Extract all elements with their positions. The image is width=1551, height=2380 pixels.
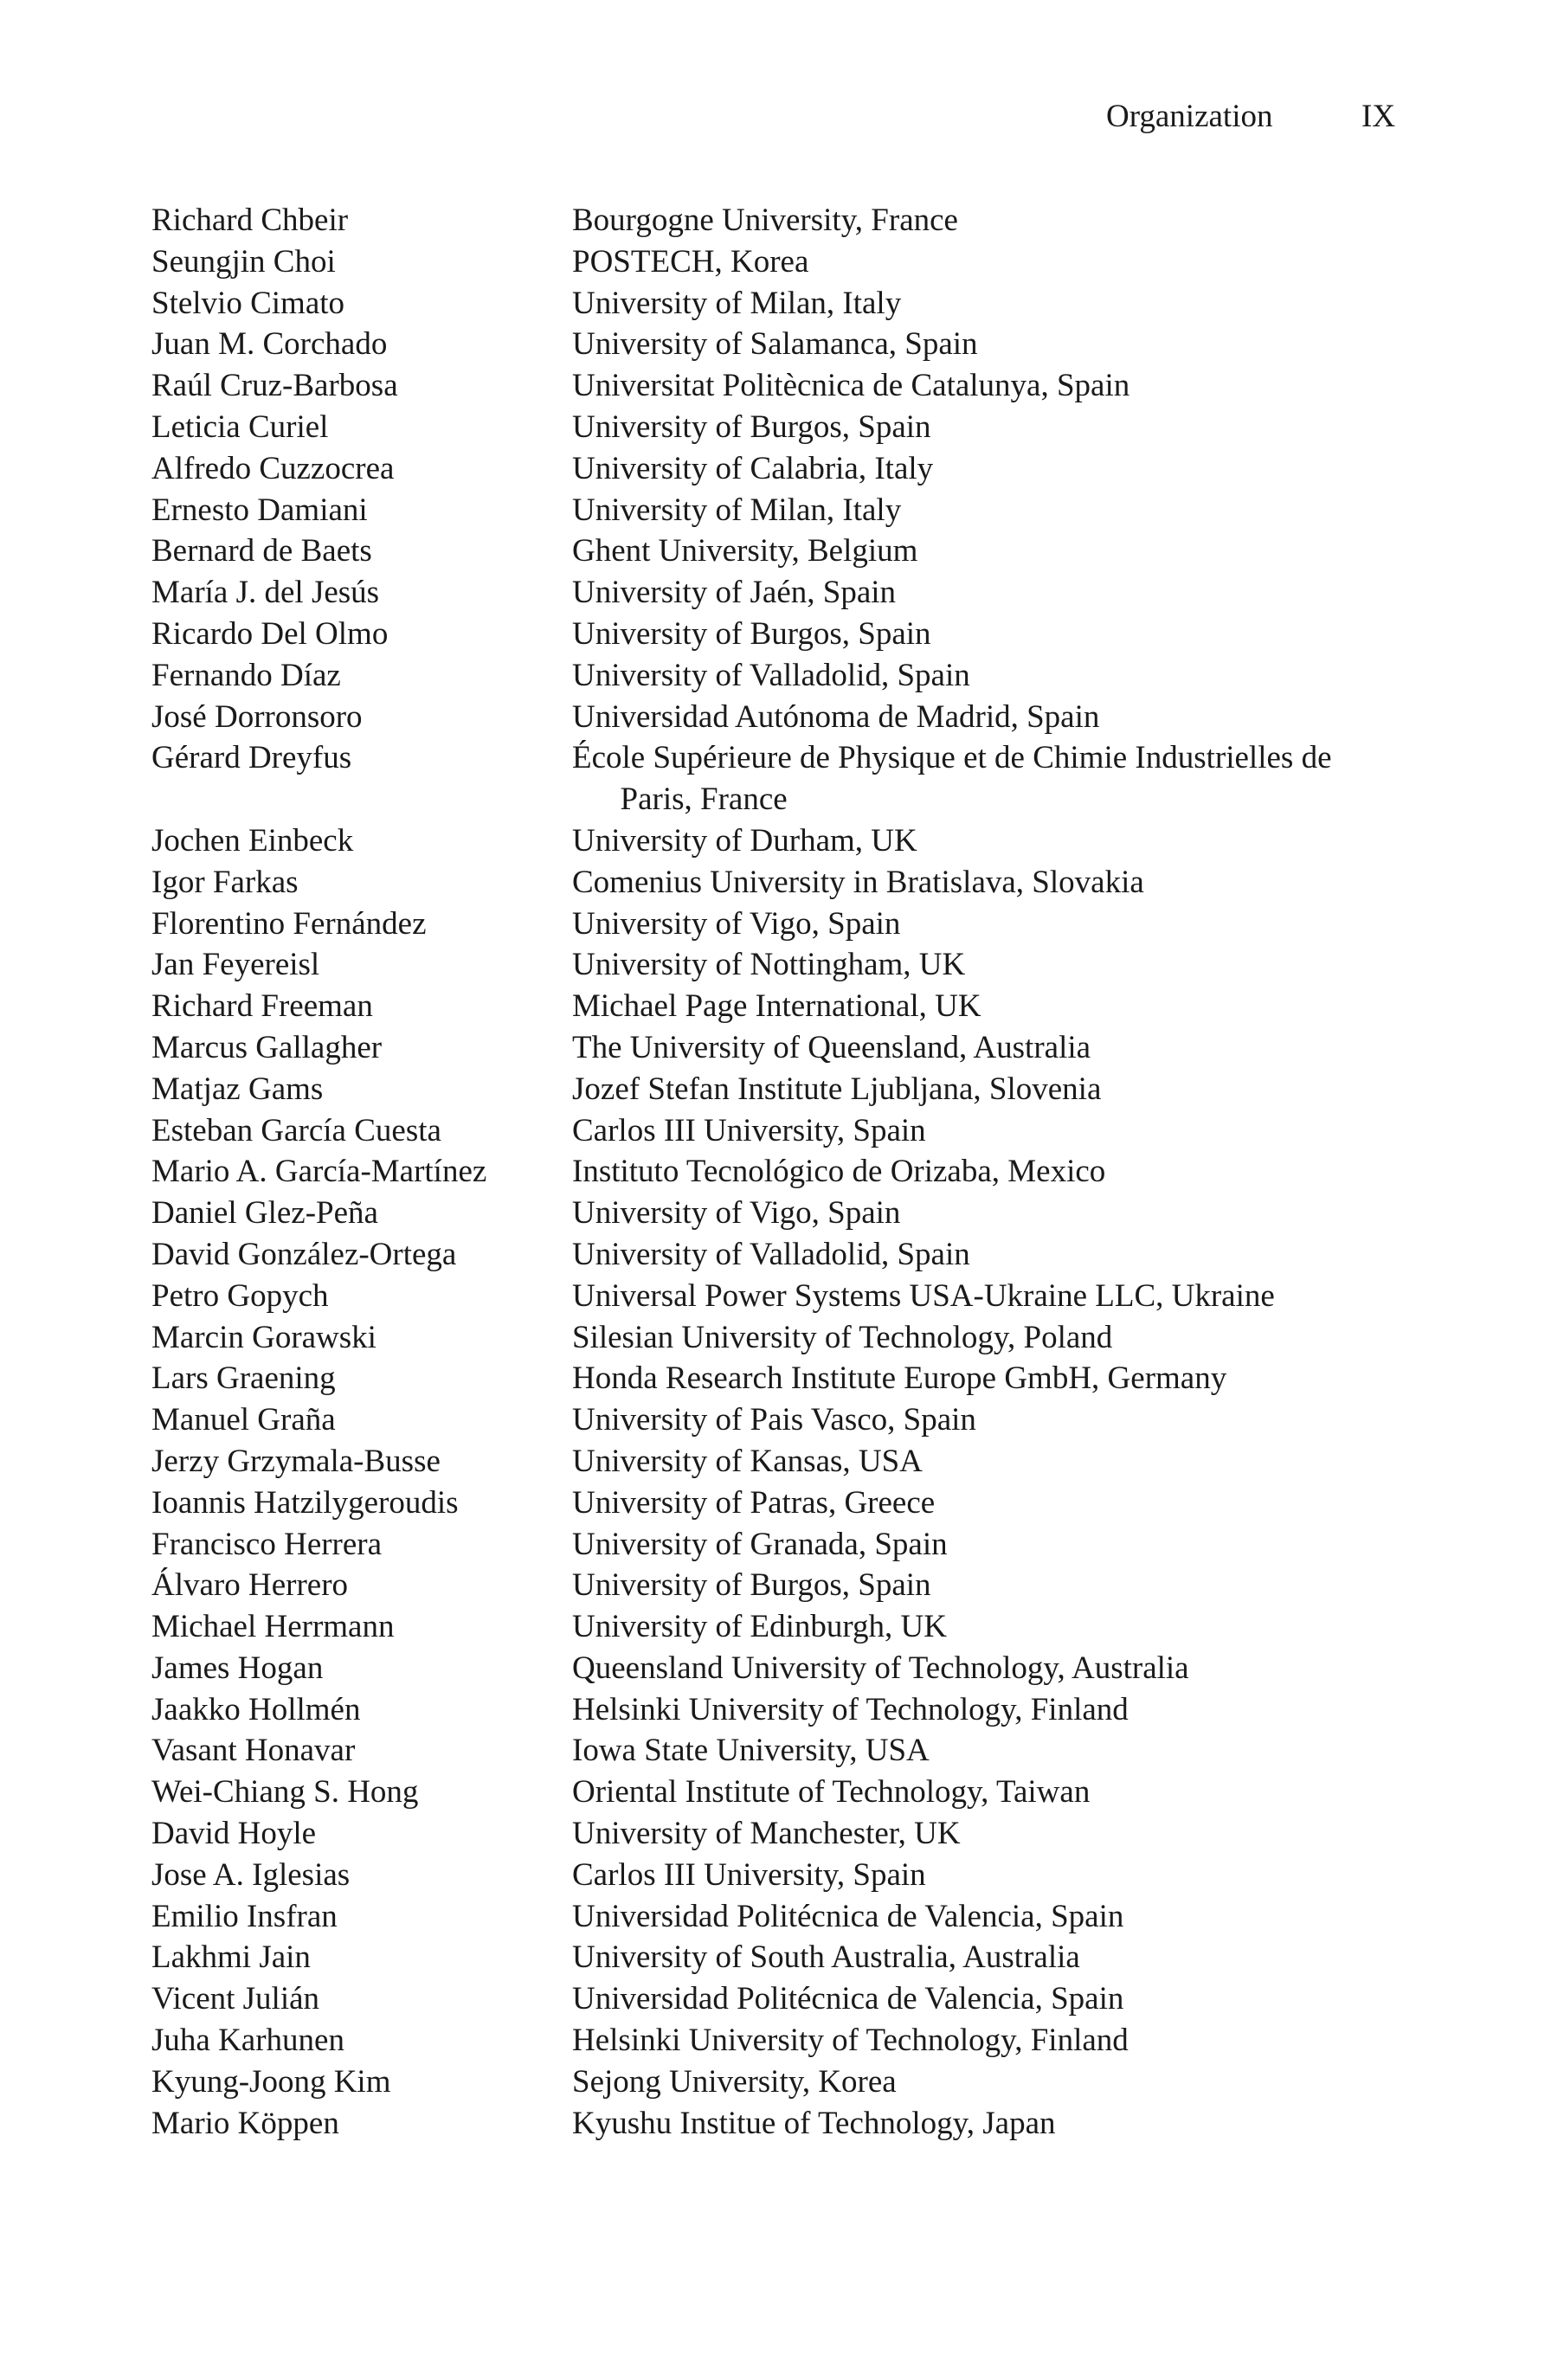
member-row	[151, 1193, 1406, 1234]
committee-member-list	[151, 200, 1406, 2144]
member-name: Alfredo Cuzzocrea	[151, 450, 395, 486]
member-name: Ioannis Hatzilygeroudis	[151, 1484, 459, 1521]
member-name: Jaakko Hollmén	[151, 1691, 361, 1727]
member-row	[151, 986, 1406, 1027]
member-row	[151, 1358, 1406, 1399]
member-row	[151, 697, 1406, 738]
running-head	[0, 95, 1551, 138]
member-row	[151, 1151, 1406, 1193]
member-affiliation: University of Vigo, Spain	[572, 905, 901, 942]
member-row	[151, 1110, 1406, 1152]
member-row	[151, 448, 1406, 490]
member-name: Richard Chbeir	[151, 203, 349, 238]
member-name: Lars Graening	[151, 1360, 336, 1397]
member-name: Daniel Glez-Peña	[151, 1195, 378, 1232]
member-row	[151, 862, 1406, 904]
member-row	[151, 944, 1406, 986]
member-name: Florentino Fernández	[151, 905, 427, 942]
member-name: Juan M. Corchado	[151, 326, 388, 363]
member-name: David Hoyle	[151, 1816, 317, 1852]
member-affiliation: École Supérieure de Physique et de Chimie Industrielles de Paris, France	[572, 740, 1332, 818]
member-name: Emilio Insfran	[151, 1898, 338, 1934]
member-affiliation: University of Kansas, USA	[572, 1443, 923, 1479]
member-row	[151, 1524, 1406, 1566]
member-affiliation: Universidad Politécnica de Valencia, Spain	[572, 1981, 1124, 2017]
member-row	[151, 1399, 1406, 1441]
member-affiliation: Bourgogne University, France	[572, 203, 958, 238]
member-affiliation: Helsinki University of Technology, Finland	[572, 1691, 1129, 1727]
member-affiliation: University of Patras, Greece	[572, 1484, 936, 1521]
member-name: Stelvio Cimato	[151, 285, 345, 321]
member-name: David González-Ortega	[151, 1236, 457, 1272]
member-row	[151, 1234, 1406, 1276]
member-name: Marcus Gallagher	[151, 1029, 383, 1065]
member-row	[151, 1441, 1406, 1483]
member-name: Jochen Einbeck	[151, 822, 354, 859]
member-row	[151, 737, 1406, 820]
member-row	[151, 1689, 1406, 1731]
member-row	[151, 1069, 1406, 1110]
member-name: Juha Karhunen	[151, 2023, 344, 2059]
member-row	[151, 1276, 1406, 1317]
member-affiliation: University of Granada, Spain	[572, 1526, 948, 1562]
member-row	[151, 1317, 1406, 1359]
member-name: Ernesto Damiani	[151, 492, 368, 528]
member-name: Mario A. García-Martínez	[151, 1154, 487, 1190]
member-row	[151, 2103, 1406, 2145]
member-affiliation: University of Valladolid, Spain	[572, 657, 970, 693]
member-name: Gérard Dreyfus	[151, 740, 352, 776]
member-affiliation: Universidad Politécnica de Valencia, Spain	[572, 1898, 1124, 1934]
member-affiliation: POSTECH, Korea	[572, 243, 809, 280]
member-row	[151, 1648, 1406, 1689]
member-row	[151, 531, 1406, 572]
member-name: Lakhmi Jain	[151, 1939, 311, 1976]
member-affiliation: University of Edinburgh, UK	[572, 1609, 947, 1645]
member-affiliation: Honda Research Institute Europe GmbH, Germany	[572, 1360, 1227, 1397]
member-affiliation: Silesian University of Technology, Poland	[572, 1319, 1113, 1355]
member-row	[151, 1772, 1406, 1813]
member-affiliation: The University of Queensland, Australia	[572, 1029, 1091, 1065]
member-name: Esteban García Cuesta	[151, 1112, 441, 1148]
member-affiliation: Jozef Stefan Institute Ljubljana, Slovenia	[572, 1071, 1102, 1107]
member-affiliation: University of Valladolid, Spain	[572, 1236, 970, 1272]
member-name: Mario Köppen	[151, 2105, 339, 2141]
member-row	[151, 1730, 1406, 1772]
member-affiliation: Comenius University in Bratislava, Slovakia	[572, 864, 1144, 900]
member-row	[151, 200, 1406, 241]
member-affiliation: Universitat Politècnica de Catalunya, Spain	[572, 368, 1130, 404]
member-name: Jerzy Grzymala-Busse	[151, 1443, 441, 1479]
member-name: Fernando Díaz	[151, 657, 341, 693]
member-affiliation: University of Vigo, Spain	[572, 1195, 901, 1232]
member-affiliation: University of Calabria, Italy	[572, 450, 934, 486]
member-name: José Dorronsoro	[151, 698, 363, 735]
member-row	[151, 1896, 1406, 1938]
member-row	[151, 241, 1406, 283]
member-name: Matjaz Gams	[151, 1071, 324, 1107]
member-affiliation: University of Durham, UK	[572, 822, 917, 859]
member-affiliation: Instituto Tecnológico de Orizaba, Mexico	[572, 1154, 1106, 1190]
member-affiliation: University of South Australia, Australia	[572, 1939, 1080, 1976]
member-name: Richard Freeman	[151, 988, 373, 1025]
member-name: Manuel Graña	[151, 1402, 336, 1438]
member-row	[151, 1027, 1406, 1069]
member-name: Raúl Cruz-Barbosa	[151, 368, 398, 404]
member-name: Jose A. Iglesias	[151, 1856, 351, 1893]
member-name: Kyung-Joong Kim	[151, 2063, 391, 2100]
section-title: Organization	[1106, 99, 1273, 134]
member-affiliation: University of Salamanca, Spain	[572, 326, 978, 363]
member-affiliation: Ghent University, Belgium	[572, 533, 918, 569]
member-affiliation: Oriental Institute of Technology, Taiwan	[572, 1774, 1091, 1811]
member-name: Francisco Herrera	[151, 1526, 383, 1562]
member-affiliation: University of Milan, Italy	[572, 285, 902, 321]
member-affiliation: Iowa State University, USA	[572, 1733, 930, 1769]
member-row	[151, 324, 1406, 365]
member-row	[151, 904, 1406, 945]
member-affiliation: Carlos III University, Spain	[572, 1856, 926, 1893]
member-name: Igor Farkas	[151, 864, 299, 900]
member-row	[151, 407, 1406, 448]
member-affiliation: University of Nottingham, UK	[572, 947, 966, 983]
member-row	[151, 1855, 1406, 1896]
member-affiliation: Sejong University, Korea	[572, 2063, 897, 2100]
member-affiliation: Kyushu Institue of Technology, Japan	[572, 2105, 1056, 2141]
member-name: James Hogan	[151, 1650, 324, 1686]
member-affiliation: Universal Power Systems USA-Ukraine LLC, Ukraine	[572, 1277, 1275, 1314]
member-row	[151, 2062, 1406, 2103]
member-affiliation: University of Burgos, Spain	[572, 408, 931, 445]
member-row	[151, 572, 1406, 614]
member-affiliation: Universidad Autónoma de Madrid, Spain	[572, 698, 1100, 735]
member-row	[151, 1813, 1406, 1855]
member-name: Leticia Curiel	[151, 408, 329, 445]
member-name: Petro Gopych	[151, 1277, 329, 1314]
member-name: Wei-Chiang S. Hong	[151, 1774, 419, 1811]
member-row	[151, 283, 1406, 325]
member-name: Vasant Honavar	[151, 1733, 356, 1769]
member-affiliation: University of Burgos, Spain	[572, 615, 931, 652]
member-affiliation: University of Manchester, UK	[572, 1816, 961, 1852]
member-affiliation: Carlos III University, Spain	[572, 1112, 926, 1148]
page-number: IX	[1361, 99, 1396, 134]
member-row	[151, 1565, 1406, 1606]
member-name: Michael Herrmann	[151, 1609, 395, 1645]
member-row	[151, 655, 1406, 697]
member-row	[151, 1483, 1406, 1524]
member-row	[151, 820, 1406, 862]
member-affiliation: University of Jaén, Spain	[572, 575, 897, 611]
member-row	[151, 614, 1406, 655]
member-affiliation: University of Pais Vasco, Spain	[572, 1402, 976, 1438]
member-row	[151, 1937, 1406, 1978]
member-name: Bernard de Baets	[151, 533, 372, 569]
member-row	[151, 490, 1406, 531]
member-name: Ricardo Del Olmo	[151, 615, 389, 652]
member-name: Seungjin Choi	[151, 243, 336, 280]
member-name: Jan Feyereisl	[151, 947, 320, 983]
member-row	[151, 365, 1406, 407]
member-affiliation: University of Milan, Italy	[572, 492, 902, 528]
member-affiliation: Helsinki University of Technology, Finland	[572, 2023, 1129, 2059]
member-name: Marcin Gorawski	[151, 1319, 376, 1355]
member-affiliation: Queensland University of Technology, Australia	[572, 1650, 1189, 1686]
member-row	[151, 2020, 1406, 2062]
member-name: Vicent Julián	[151, 1981, 320, 2017]
member-row	[151, 1978, 1406, 2020]
member-name: Álvaro Herrero	[151, 1567, 349, 1604]
member-affiliation: Michael Page International, UK	[572, 988, 981, 1025]
member-affiliation: University of Burgos, Spain	[572, 1567, 931, 1604]
member-row	[151, 1606, 1406, 1648]
member-name: María J. del Jesús	[151, 575, 380, 611]
